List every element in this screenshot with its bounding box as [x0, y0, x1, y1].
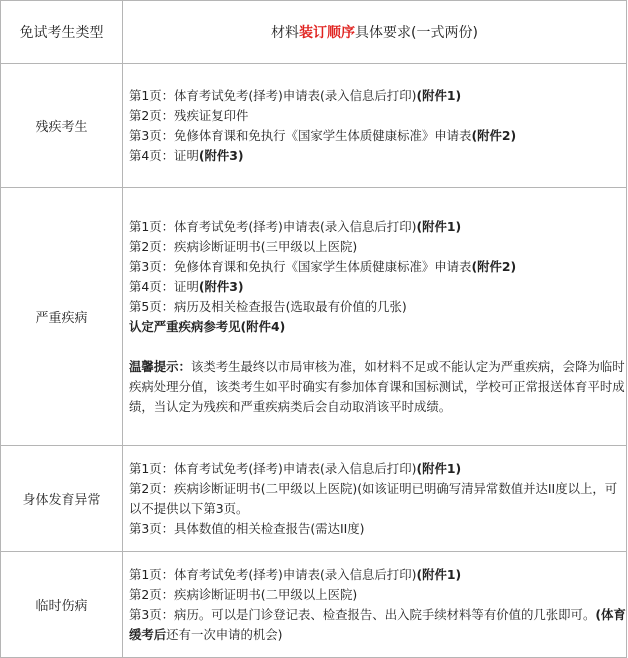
attachment-ref: (附件3): [198, 147, 244, 163]
row-temporary-injury: [1, 552, 627, 658]
tip-text: 该类考生最终以市局审核为准，如材料不足或不能认定为严重疾病，会降为临时疾病处理分值，该类考生如平时确实有参加体育课和国标测试，学校可正常报送体育平时成绩，当认定为残疾和严重疾病类后会自动取消该平时成绩。: [129, 358, 625, 414]
materials-development: [123, 446, 627, 552]
attachment-ref: (附件3): [198, 278, 244, 294]
attachment-ref: (附件2): [471, 258, 517, 274]
item-text: 第1页：体育考试免考(择考)申请表(录入信息后打印): [129, 218, 417, 234]
header-text: 材料: [271, 25, 300, 41]
row-disabled: [1, 64, 627, 188]
item-text: 第5页：病历及相关检查报告(选取最有价值的几张): [129, 298, 407, 314]
item-text: 第4页：证明: [129, 278, 199, 294]
materials-temporary-injury: [123, 552, 627, 658]
attachment-ref: (附件1): [416, 87, 462, 103]
item-text: 第2页：疾病诊断证明书(二甲级以上医院): [129, 586, 358, 602]
list-item: [129, 605, 626, 645]
reference-note: 认定严重疾病参考见(附件4): [129, 318, 286, 334]
type-development: 身体发育异常: [1, 446, 123, 552]
header-type: 免试考生类型: [1, 1, 123, 64]
list-item: [129, 565, 626, 585]
list-item: [129, 237, 626, 257]
attachment-ref: (附件2): [471, 127, 517, 143]
item-text: 第1页：体育考试免考(择考)申请表(录入信息后打印): [129, 566, 417, 582]
item-text: 第1页：体育考试免考(择考)申请表(录入信息后打印): [129, 87, 417, 103]
row-serious-illness: [1, 188, 627, 446]
list-item: 第2页：疾病诊断证明书(二甲级以上医院)(如该证明已明确写清异常数值并达II度以上，可以不提供以下第3页。: [129, 480, 618, 516]
item-text: 第2页：疾病诊断证明书(三甲级以上医院): [129, 238, 358, 254]
tip-label: 温馨提示：: [129, 358, 191, 374]
type-serious-illness: 严重疾病: [1, 188, 123, 446]
header-text-tail: 具体要求(一式两份): [355, 25, 478, 41]
list-item: [129, 106, 626, 126]
materials-serious-illness: [123, 188, 627, 446]
materials-disabled: [123, 64, 627, 188]
list-item: [129, 459, 626, 479]
list-item: [129, 86, 626, 106]
note-tail: 还有一次申请的机会): [166, 626, 283, 642]
item-text: 第2页：残疾证复印件: [129, 107, 249, 123]
attachment-ref: (附件1): [416, 218, 462, 234]
item-text: 第4页：证明: [129, 147, 199, 163]
item-text: 第3页：免修体育课和免执行《国家学生体质健康标准》申请表: [129, 258, 472, 274]
list-item: [129, 146, 626, 166]
list-item: [129, 277, 626, 297]
list-item: [129, 257, 626, 277]
type-temporary-injury: 临时伤病: [1, 552, 123, 658]
list-item: [129, 126, 626, 146]
list-item: [129, 585, 626, 605]
type-disabled: 残疾考生: [1, 64, 123, 188]
item-text: 第3页：病历。可以是门诊登记表、检查报告、出入院手续材料等有价值的几张即可。: [129, 606, 596, 622]
item-text: 第1页：体育考试免考(择考)申请表(录入信息后打印): [129, 460, 417, 476]
item-text: 第3页：免修体育课和免执行《国家学生体质健康标准》申请表: [129, 127, 472, 143]
list-item: 第3页：具体数值的相关检查报告(需达II度): [129, 520, 365, 536]
spacer: [129, 337, 626, 357]
attachment-ref: (附件1): [416, 460, 462, 476]
list-item: [129, 297, 626, 317]
note-bold: (体育缓考后: [129, 606, 626, 642]
list-item: [129, 217, 626, 237]
header-requirements: [123, 1, 627, 64]
header-row: [1, 1, 627, 64]
row-development: [1, 446, 627, 552]
tip-paragraph: [129, 357, 626, 417]
attachment-ref: (附件1): [416, 566, 462, 582]
header-highlight: 装订顺序: [299, 25, 356, 41]
